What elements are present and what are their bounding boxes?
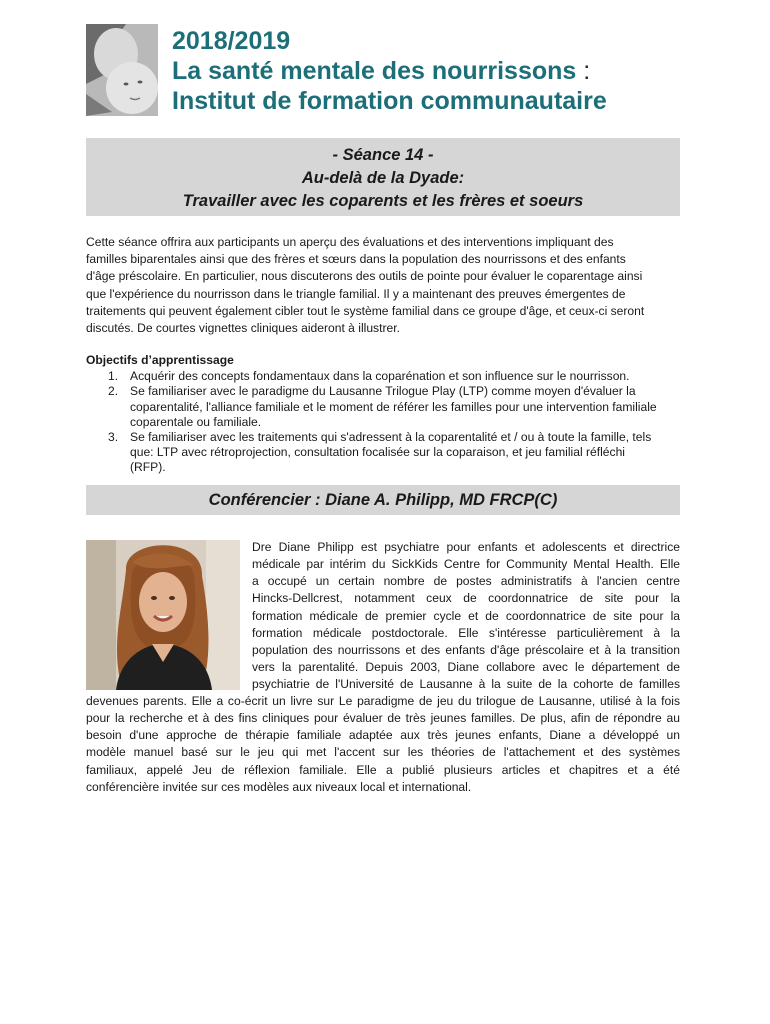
- intro-line: traitements qui peuvent également cibler tout le système familial dans ce groupe d'âge, et ceux-ci seront: [86, 303, 645, 318]
- bio-line: population des nourrissons et des enfants d'âge préscolaire et à la transition: [252, 642, 680, 657]
- speaker-bio-column: [252, 539, 680, 693]
- objective-line: coparentalité, l'alliance familiale et le moment de référer les familles pour une intervention familiale: [130, 399, 657, 414]
- bio-line: Dre Diane Philipp est psychiatre pour enfants et adolescents et directrice: [252, 540, 680, 554]
- bio-line: besoin d'une approche de thérapie familiale adaptée aux très jeunes enfants, Diane a développé un: [86, 728, 680, 743]
- bio-line: médicale par intérim du SickKids Centre for Community Mental Health. Elle: [252, 557, 680, 572]
- objective-line: (RFP).: [130, 460, 166, 475]
- intro-line: Cette séance offrira aux participants un aperçu des évaluations et des interventions impliquant des: [86, 235, 614, 249]
- speaker-portrait: [86, 540, 240, 690]
- mother-infant-illustration: [86, 24, 158, 116]
- objective-line: Se familiariser avec les traitements qui s'adressent à la coparentalité et / ou à toute la famille, tels: [130, 430, 652, 445]
- bio-line: pour la recherche et à des fins cliniques pour évaluer de très jeunes familles. De plus, afin de répondre au: [86, 711, 680, 726]
- objective-line: coparentale ou familiale.: [130, 414, 262, 429]
- objective-number: 1.: [108, 369, 119, 384]
- speaker-bio-full-width: [86, 693, 680, 796]
- speaker-portrait-illustration: [86, 540, 240, 690]
- intro-line: familles biparentales ainsi que des frères et sœurs dans la population des nourrissons et des enfants: [86, 252, 626, 267]
- bio-line: psychiatrie de l'Université de Lausanne à la suite de la cohorte de familles: [252, 677, 680, 692]
- session-banner: [86, 138, 680, 216]
- bio-line: a occupé un certain nombre de postes administratifs à l'ancien centre: [252, 574, 680, 589]
- intro-line: que l'expérience du nourrisson dans le triangle familial. Il y a maintenant des preuves émergentes de: [86, 286, 626, 301]
- objective-line: Se familiariser avec le paradigme du Lausanne Trilogue Play (LTP) comme moyen d'évaluer la: [130, 384, 636, 399]
- title-colon: :: [583, 57, 591, 85]
- objective-line: Acquérir des concepts fondamentaux dans la coparénation et son influence sur le nourrisson.: [130, 369, 630, 384]
- bio-line: conférencière invitée sur ces modèles aux niveaux local et international.: [86, 779, 472, 794]
- title-institute: Institut de formation communautaire: [172, 87, 607, 115]
- objectives-title: Objectifs d’apprentissage: [86, 353, 234, 367]
- bio-line: formation médicale postdoctorale. Elle s'intéresse particulièrement à la: [252, 625, 680, 640]
- objectives-list: [86, 369, 686, 475]
- objective-number: 3.: [108, 430, 119, 445]
- title-year: 2018/2019: [172, 27, 291, 55]
- title-block: [172, 26, 732, 116]
- bio-line: vers la parentalité. Depuis 2003, Diane collabore avec le département de: [252, 660, 680, 675]
- objective-line: que: LTP avec rétroprojection, consultation focalisée sur la coparaison, et jeu familial réfléchi: [130, 445, 625, 460]
- bio-line: devenues parents. Elle a co-écrit un livre sur Le paradigme de jeu du trilogue de Lausanne, utilisé à la fois: [86, 694, 680, 708]
- objective-item: [86, 369, 686, 384]
- bio-line: formation médicale de premier cycle et de coordonnatrice de site pour la: [252, 608, 680, 623]
- bio-line: Hincks-Dellcrest, notamment ceux de coordonnatrice de site pour la: [252, 591, 680, 606]
- intro-line: discutés. De courtes vignettes cliniques aideront à illustrer.: [86, 321, 400, 336]
- title-main-text: La santé mentale des nourrissons: [172, 57, 577, 85]
- bio-line: modèle manuel basé sur le jeu qui met l'accent sur les théories de l'attachement et des systèmes: [86, 745, 680, 760]
- session-topic: Travailler avec les coparents et les frères et soeurs: [182, 192, 584, 210]
- session-subtitle: Au-delà de la Dyade:: [301, 169, 465, 187]
- intro-line: d'âge préscolaire. En particulier, nous discuterons des outils de pointe pour évaluer le coparentage ainsi: [86, 269, 643, 284]
- objective-item: [86, 384, 686, 430]
- objective-item: [86, 430, 686, 476]
- bio-line: familiaux, appelé Jeu de réflexion familiale. Elle a publié plusieurs articles et chapitres et a été: [86, 762, 680, 777]
- mother-infant-photo: [86, 24, 158, 116]
- objective-number: 2.: [108, 384, 119, 399]
- speaker-banner: [86, 485, 680, 515]
- learning-objectives: [86, 353, 686, 476]
- intro-paragraph: [86, 234, 686, 337]
- session-number: - Séance 14 -: [332, 146, 434, 164]
- title-main: [172, 56, 732, 86]
- speaker-heading: Conférencier : Diane A. Philipp, MD FRCP(C): [208, 491, 558, 509]
